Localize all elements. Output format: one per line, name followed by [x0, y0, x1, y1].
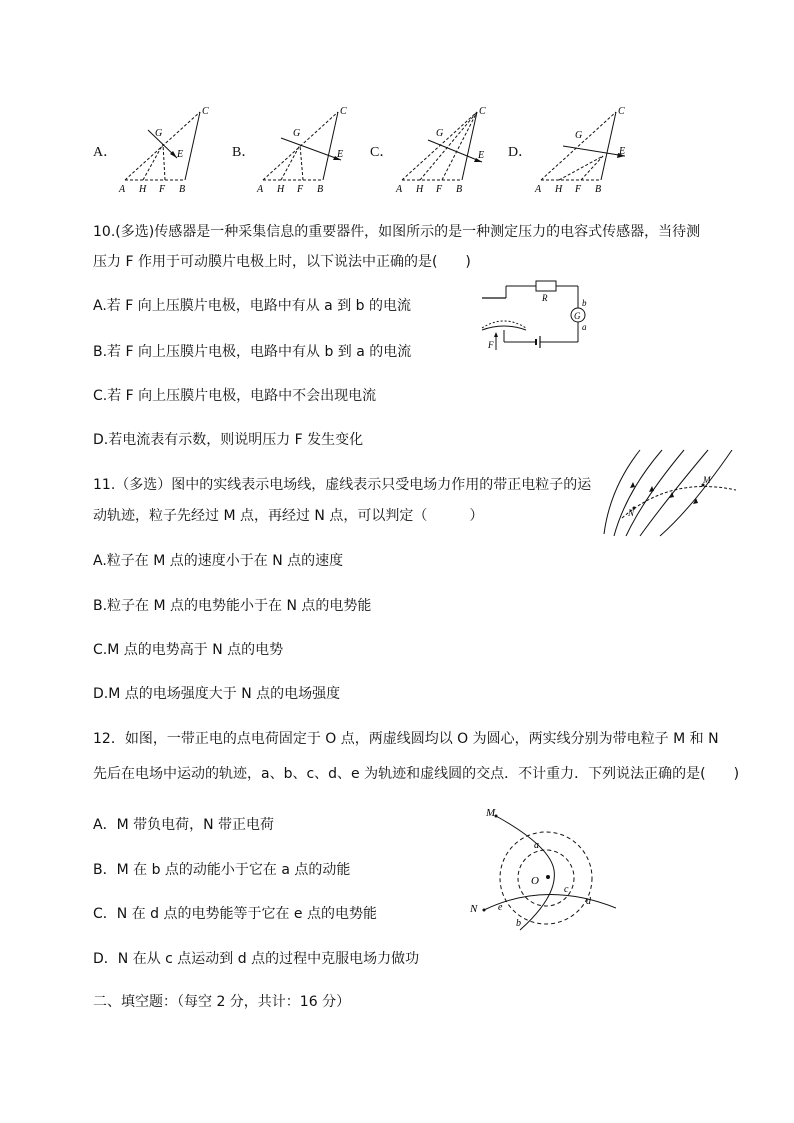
- q10-option-a: A.若 F 向上压膜片电极，电路中有从 a 到 b 的电流: [93, 298, 411, 314]
- q12-fig-label-c: c: [564, 884, 569, 895]
- q11-stem-line-1: 11.（多选）图中的实线表示电场线，虚线表示只受电场力作用的带正电粒子的运: [93, 477, 592, 493]
- q9-d-point-F: F: [575, 184, 582, 195]
- q9-figure-b: [253, 100, 353, 195]
- q12-fig-label-N: N: [470, 903, 478, 915]
- q9-d-point-G: G: [575, 130, 583, 141]
- q12-fig-label-a: a: [534, 840, 539, 851]
- q11-option-b: B.粒子在 M 点的电势能小于在 N 点的电势能: [93, 598, 372, 614]
- q9-d-point-A: A: [535, 184, 542, 195]
- q9-a-point-C: C: [202, 106, 209, 117]
- q9-b-point-C: C: [340, 106, 347, 117]
- q10-capacitor-circuit-figure: [476, 276, 596, 356]
- q9-c-point-B: B: [456, 184, 463, 195]
- q9-figure-a: [115, 100, 215, 195]
- q9-figure-d: [531, 100, 631, 195]
- q9-a-point-F: F: [159, 184, 166, 195]
- q9-a-point-B: B: [179, 184, 186, 195]
- q10-fig-label-R: R: [542, 293, 548, 303]
- q12-fig-label-O: O: [531, 875, 539, 887]
- q11-fig-label-N: N: [628, 508, 635, 518]
- q11-stem-line-2: 动轨迹，粒子先经过 M 点，再经过 N 点，可以判定（ ）: [93, 508, 484, 524]
- q9-option-b-label: B．: [232, 145, 256, 160]
- q9-b-point-A: A: [257, 184, 264, 195]
- q12-fig-label-b: b: [516, 918, 521, 929]
- q9-c-point-C: C: [479, 106, 486, 117]
- q11-electric-field-figure: [600, 448, 740, 538]
- q12-option-c: C．N 在 d 点的电势能等于它在 e 点的电势能: [93, 906, 377, 922]
- q10-fig-label-b: b: [582, 298, 587, 308]
- q9-a-point-E: E: [177, 149, 184, 160]
- q9-a-point-G: G: [155, 128, 163, 139]
- q10-fig-label-G: G: [574, 311, 581, 321]
- q10-stem-line-2: 压力 F 作用于可动膜片电极上时，以下说法中正确的是( ): [93, 254, 471, 270]
- q12-fig-label-M: M: [486, 807, 496, 819]
- q11-option-a: A.粒子在 M 点的速度小于在 N 点的速度: [93, 553, 344, 569]
- q10-option-d: D.若电流表有示数，则说明压力 F 发生变化: [93, 432, 364, 448]
- q12-option-b: B．M 在 b 点的动能小于它在 a 点的动能: [93, 862, 351, 878]
- q9-c-point-F: F: [436, 184, 443, 195]
- q9-d-point-H: H: [555, 184, 563, 195]
- q10-fig-label-a: a: [582, 322, 587, 332]
- q9-a-point-A: A: [119, 184, 126, 195]
- q9-b-point-G: G: [293, 128, 301, 139]
- q10-option-c: C.若 F 向上压膜片电极，电路中不会出现电流: [93, 388, 377, 404]
- q9-option-c-label: C．: [370, 145, 394, 160]
- q9-b-point-H: H: [277, 184, 285, 195]
- q9-d-point-E: E: [619, 146, 626, 157]
- section-2-title: 二、填空题：（每空 2 分，共计：16 分）: [93, 994, 351, 1010]
- q9-a-point-H: H: [139, 184, 147, 195]
- q10-stem-line-1: 10.(多选)传感器是一种采集信息的重要器件，如图所示的是一种测定压力的电容式传感器，当待测: [93, 224, 701, 240]
- q12-fig-label-e: e: [498, 902, 503, 913]
- q12-stem-line-2: 先后在电场中运动的轨迹，a、b、c、d、e 为轨迹和虚线圆的交点．不计重力．下列说法正确的是( ): [93, 766, 740, 782]
- q11-option-d: D.M 点的电场强度大于 N 点的电场强度: [93, 686, 341, 702]
- q12-option-d: D．N 在从 c 点运动到 d 点的过程中克服电场力做功: [93, 951, 420, 967]
- q12-point-charge-figure: [466, 800, 616, 935]
- q11-option-c: C.M 点的电势高于 N 点的电势: [93, 642, 284, 658]
- q9-c-point-G: G: [436, 128, 444, 139]
- q12-fig-label-d: d: [586, 896, 591, 907]
- q12-stem-line-1: 12．如图，一带正电的点电荷固定于 O 点，两虚线圆均以 O 为圆心，两实线分别为带电粒子 M 和 N: [93, 731, 719, 747]
- q10-fig-label-F: F: [488, 340, 494, 350]
- q9-figure-c: [392, 100, 492, 195]
- q9-option-d-label: D．: [508, 145, 533, 160]
- q9-c-point-H: H: [416, 184, 424, 195]
- q11-fig-label-M: M: [703, 475, 711, 485]
- q12-option-a: A．M 带负电荷，N 带正电荷: [93, 817, 275, 833]
- q9-b-point-F: F: [297, 184, 304, 195]
- q9-c-point-E: E: [478, 150, 485, 161]
- q9-d-point-C: C: [618, 106, 625, 117]
- q9-b-point-B: B: [317, 184, 324, 195]
- q9-d-point-B: B: [595, 184, 602, 195]
- q9-option-a-label: A．: [93, 145, 118, 160]
- q9-c-point-A: A: [396, 184, 403, 195]
- q10-option-b: B.若 F 向上压膜片电极，电路中有从 b 到 a 的电流: [93, 344, 412, 360]
- q9-b-point-E: E: [337, 149, 344, 160]
